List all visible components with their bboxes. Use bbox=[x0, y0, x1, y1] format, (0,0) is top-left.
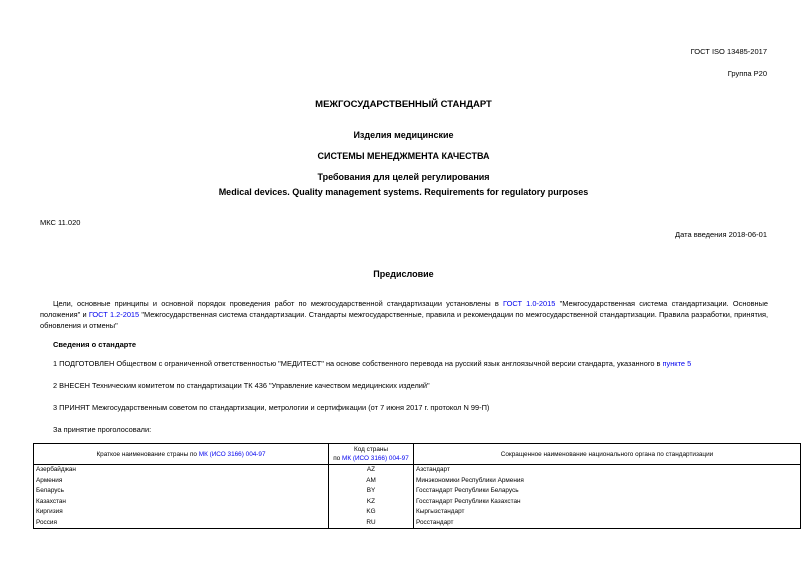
table-row bbox=[34, 507, 801, 518]
body-cell: Госстандарт Республики Беларусь bbox=[414, 486, 801, 497]
preface-heading: Предисловие bbox=[373, 269, 434, 279]
table-row bbox=[34, 486, 801, 497]
country-cell: Беларусь bbox=[34, 486, 329, 497]
preface-paragraph bbox=[40, 298, 768, 331]
code-cell: BY bbox=[329, 486, 414, 497]
header-code bbox=[329, 444, 414, 465]
country-cell: Азербайджан bbox=[34, 465, 329, 476]
mks-code: МКС 11.020 bbox=[40, 218, 81, 227]
gost-1-0-link[interactable]: ГОСТ 1.0-2015 bbox=[503, 299, 556, 308]
header-country-text: Краткое наименование страны по bbox=[96, 450, 197, 458]
table-row bbox=[34, 497, 801, 508]
table-row bbox=[34, 518, 801, 529]
item-1-text: 1 ПОДГОТОВЛЕН Обществом с ограниченной ответственностью "МЕДИТЕСТ" на основе собственного перевода на русский язык англоязычной версии стандарта, указанного в bbox=[53, 359, 661, 368]
table-row bbox=[34, 465, 801, 476]
voted-label: За принятие проголосовали: bbox=[53, 425, 152, 434]
group-code: Группа Р20 bbox=[727, 69, 767, 78]
country-cell: Киргизия bbox=[34, 507, 329, 518]
country-cell: Россия bbox=[34, 518, 329, 529]
item-3: 3 ПРИНЯТ Межгосударственным советом по стандартизации, метрологии и сертификации (от 7 июня 2017 г. протокол N 99-П) bbox=[53, 403, 490, 412]
english-title: Medical devices. Quality management systems. Requirements for regulatory purposes bbox=[218, 187, 589, 197]
preface-text-2: "Межгосударственная система стандартизации. Основные положения" и bbox=[40, 299, 769, 319]
code-cell: KZ bbox=[329, 497, 414, 508]
subtitle: Изделия медицинские bbox=[353, 130, 454, 140]
standard-type-title: МЕЖГОСУДАРСТВЕННЫЙ СТАНДАРТ bbox=[315, 99, 492, 110]
preface-text-1: Цели, основные принципы и основной порядок проведения работ по межгосударственной стандартизации установлены в bbox=[53, 299, 499, 308]
code-cell: KG bbox=[329, 507, 414, 518]
header-code-po: по bbox=[333, 455, 341, 462]
clause-5-link[interactable]: пункте 5 bbox=[662, 359, 692, 368]
header-code-text: Код страны bbox=[354, 446, 388, 453]
header-country bbox=[34, 444, 329, 465]
body-cell: Росстандарт bbox=[414, 518, 801, 529]
code-cell: AZ bbox=[329, 465, 414, 476]
requirements-title: Требования для целей регулирования bbox=[317, 172, 490, 182]
item-2: 2 ВНЕСЕН Техническим комитетом по стандартизации ТК 436 "Управление качеством медицинских изделий" bbox=[53, 381, 430, 390]
table-header-row bbox=[34, 444, 801, 465]
mk-iso-link-2[interactable]: МК (ИСО 3166) 004-97 bbox=[342, 455, 409, 462]
mk-iso-link[interactable]: МК (ИСО 3166) 004-97 bbox=[198, 450, 266, 458]
country-cell: Казахстан bbox=[34, 497, 329, 508]
table-row bbox=[34, 476, 801, 487]
system-title: СИСТЕМЫ МЕНЕДЖМЕНТА КАЧЕСТВА bbox=[317, 151, 490, 161]
code-cell: AM bbox=[329, 476, 414, 487]
body-cell: Минэкономики Республики Армения bbox=[414, 476, 801, 487]
body-cell: Кыргызстандарт bbox=[414, 507, 801, 518]
gost-1-2-link[interactable]: ГОСТ 1.2-2015 bbox=[88, 310, 140, 319]
item-1 bbox=[53, 358, 691, 369]
gost-number: ГОСТ ISO 13485-2017 bbox=[690, 47, 767, 56]
body-cell: Азстандарт bbox=[414, 465, 801, 476]
body-cell: Госстандарт Республики Казахстан bbox=[414, 497, 801, 508]
info-heading: Сведения о стандарте bbox=[53, 340, 137, 349]
header-body: Сокращенное наименование национального органа по стандартизации bbox=[414, 444, 801, 465]
countries-table bbox=[33, 443, 801, 529]
country-cell: Армения bbox=[34, 476, 329, 487]
intro-date: Дата введения 2018-06-01 bbox=[675, 230, 767, 239]
preface-text-3: "Межгосударственная система стандартизации. Стандарты межгосударственные, правила и рекомендации по межгосударственной стандартизации. Правила разработки, принятия, обновления и отмены" bbox=[40, 310, 769, 330]
code-cell: RU bbox=[329, 518, 414, 529]
